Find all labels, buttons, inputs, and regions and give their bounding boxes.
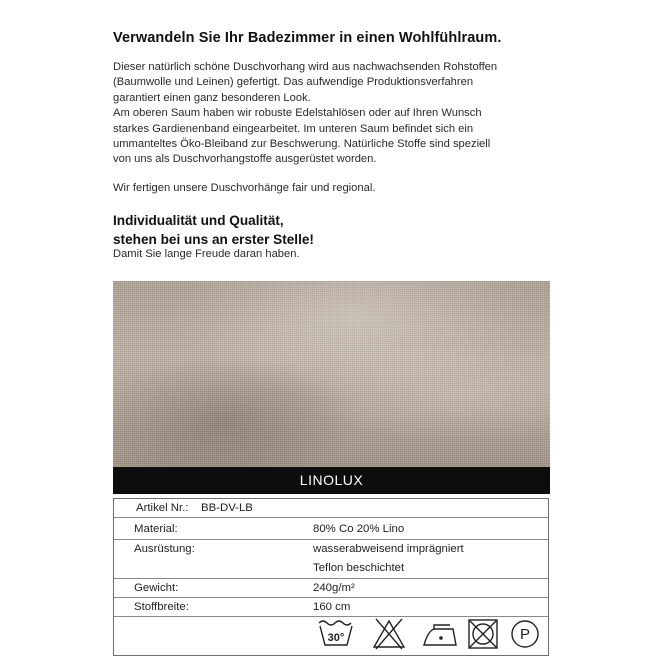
table-divider [114, 578, 548, 579]
dry-clean-letter: P [519, 626, 531, 643]
wash-30-icon [316, 617, 356, 651]
dry-clean-p-icon [508, 617, 542, 651]
table-divider [114, 597, 548, 598]
spec-table [113, 498, 549, 656]
spec-label: Material: [134, 523, 178, 535]
intro-line: von uns als Duschvorhangstoffe ausgerüstet worden. [113, 153, 377, 166]
quality-subline: Damit Sie lange Freude daran haben. [113, 248, 300, 260]
intro-line: Dieser natürlich schöne Duschvorhang wird aus nachwachsenden Rohstoffen [113, 61, 498, 73]
intro-line: Am oberen Saum haben wir robuste Edelstahlösen oder auf Ihren Wunsch [113, 107, 482, 120]
spec-value: 240g/m² [313, 582, 355, 594]
no-bleach-icon [372, 617, 406, 651]
intro-line: ummanteltes Öko-Bleiband zur Beschwerung. Natürliche Stoffe sind speziell [113, 138, 491, 151]
headline-line-2: stehen bei uns an erster Stelle! [113, 231, 314, 247]
table-divider [114, 517, 548, 518]
no-tumble-dry-icon [466, 617, 500, 651]
quality-headline [113, 212, 553, 249]
care-symbols [114, 617, 548, 657]
intro-closing: Wir fertigen unsere Duschvorhänge fair und regional. [113, 181, 376, 194]
intro-line: (Baumwolle und Leinen) gefertigt. Das aufwendige Produktionsverfahren [113, 76, 474, 89]
article-value: BB-DV-LB [201, 502, 253, 514]
spec-label: Gewicht: [134, 582, 179, 594]
article-label: Artikel Nr.: [136, 502, 189, 514]
spec-value: 80% Co 20% Lino [313, 523, 405, 535]
wash-temp-label: 30° [327, 632, 345, 644]
spec-value: 160 cm [313, 601, 351, 613]
fabric-name-band: LINOLUX [113, 467, 550, 494]
spec-value: wasserabweisend imprägniert [313, 543, 464, 555]
headline-line-1: Individualität und Qualität, [113, 213, 284, 228]
intro-line: garantiert einen ganz besonderen Look. [113, 91, 311, 104]
spec-label: Ausrüstung: [134, 543, 195, 555]
spec-label: Stoffbreite: [134, 601, 189, 613]
spec-value-2: Teflon beschichtet [313, 562, 405, 574]
intro-line: starkes Gardienenband eingearbeitet. Im unteren Saum befindet sich ein [113, 122, 474, 135]
table-divider [114, 539, 548, 540]
intro-text [113, 60, 553, 196]
fabric-photo [113, 281, 550, 467]
iron-low-icon [420, 617, 460, 651]
page-title: Verwandeln Sie Ihr Badezimmer in einen Wohlfühlraum. [113, 30, 502, 46]
